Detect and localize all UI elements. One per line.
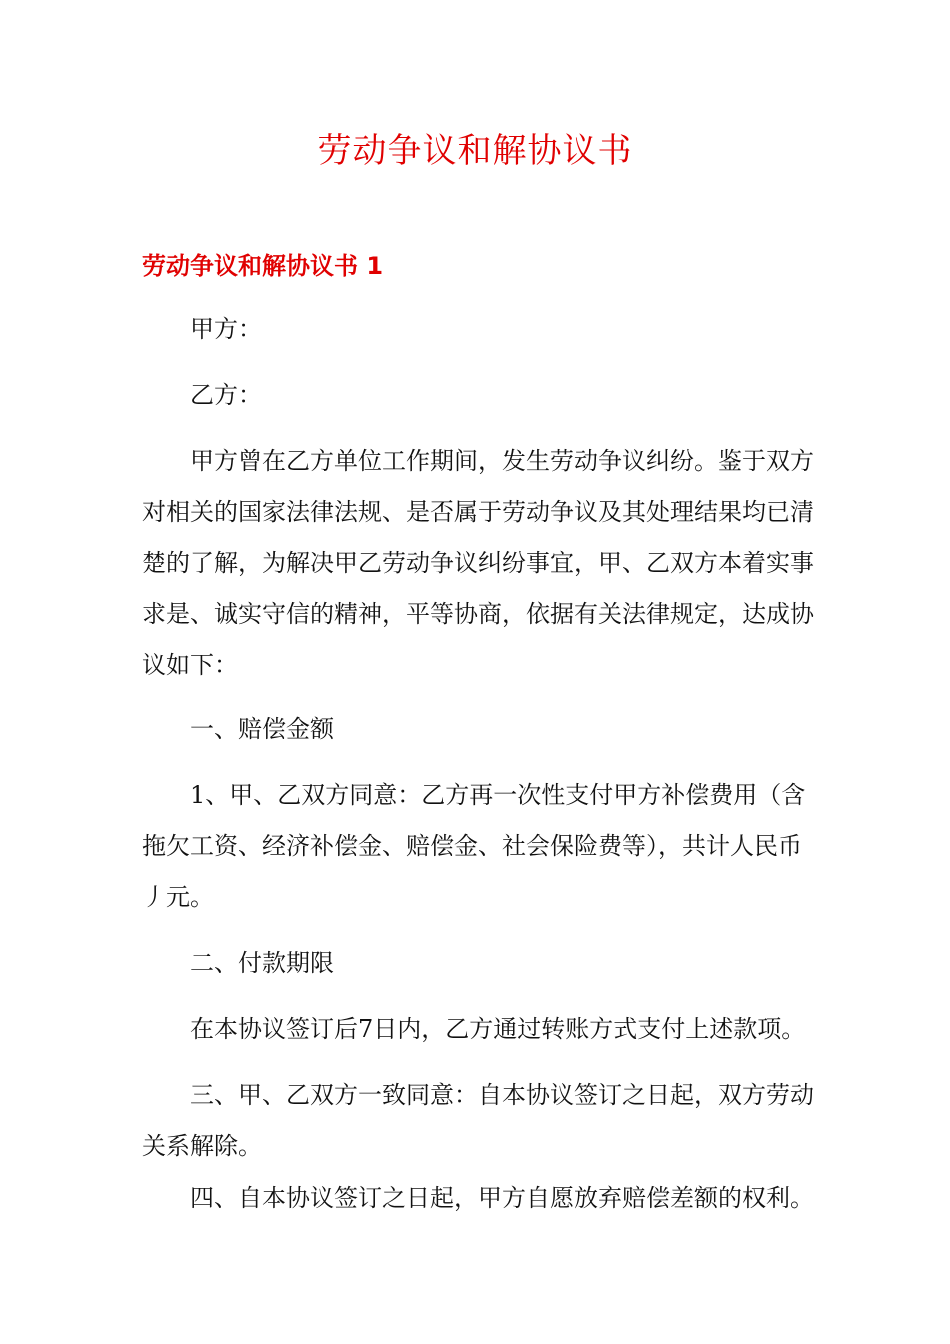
item2-text: 在本协议签订后7日内，乙方通过转账方式支付上述款项。 xyxy=(190,1015,806,1043)
intro-line: 甲方曾在乙方单位工作期间，发生劳动争议纠纷。鉴于双方 xyxy=(190,447,814,475)
party-a-label xyxy=(142,304,856,355)
intro-line: 对相关的国家法律法规、是否属于劳动争议及其处理结果均已清 xyxy=(142,498,814,526)
item3-line: 三、甲、乙双方一致同意：自本协议签订之日起，双方劳动 xyxy=(190,1081,814,1109)
item4-paragraph xyxy=(142,1173,856,1224)
item2-paragraph xyxy=(142,1004,856,1055)
intro-line: 求是、诚实守信的精神，平等协商，依据有关法律规定，达成协 xyxy=(142,600,814,628)
item2-heading xyxy=(142,938,856,989)
item1-heading xyxy=(142,704,856,755)
item2-heading-text: 二、付款期限 xyxy=(190,949,334,977)
item1-heading-text: 一、赔偿金额 xyxy=(190,715,334,743)
item1-paragraph xyxy=(142,770,808,923)
item3-paragraph xyxy=(142,1070,814,1172)
party-a-text: 甲方： xyxy=(190,315,262,343)
item4-text: 四、自本协议签订之日起，甲方自愿放弃赔偿差额的权利。 xyxy=(190,1184,814,1212)
intro-line: 楚的了解，为解决甲乙劳动争议纠纷事宜，甲、乙双方本着实事 xyxy=(142,549,814,577)
item3-line: 关系解除。 xyxy=(142,1132,262,1160)
intro-line: 议如下： xyxy=(142,651,238,679)
party-b-text: 乙方： xyxy=(190,381,262,409)
item1-line: 丿元。 xyxy=(142,883,214,911)
section-heading: 劳动争议和解协议书 1 xyxy=(142,252,384,280)
item1-line: 拖欠工资、经济补偿金、赔偿金、社会保险费等），共计人民币 xyxy=(142,832,802,860)
item1-line: 1、甲、乙双方同意：乙方再一次性支付甲方补偿费用（含 xyxy=(190,781,806,809)
party-b-label xyxy=(142,370,856,421)
intro-paragraph xyxy=(142,436,814,691)
document-title: 劳动争议和解协议书 xyxy=(317,131,633,171)
